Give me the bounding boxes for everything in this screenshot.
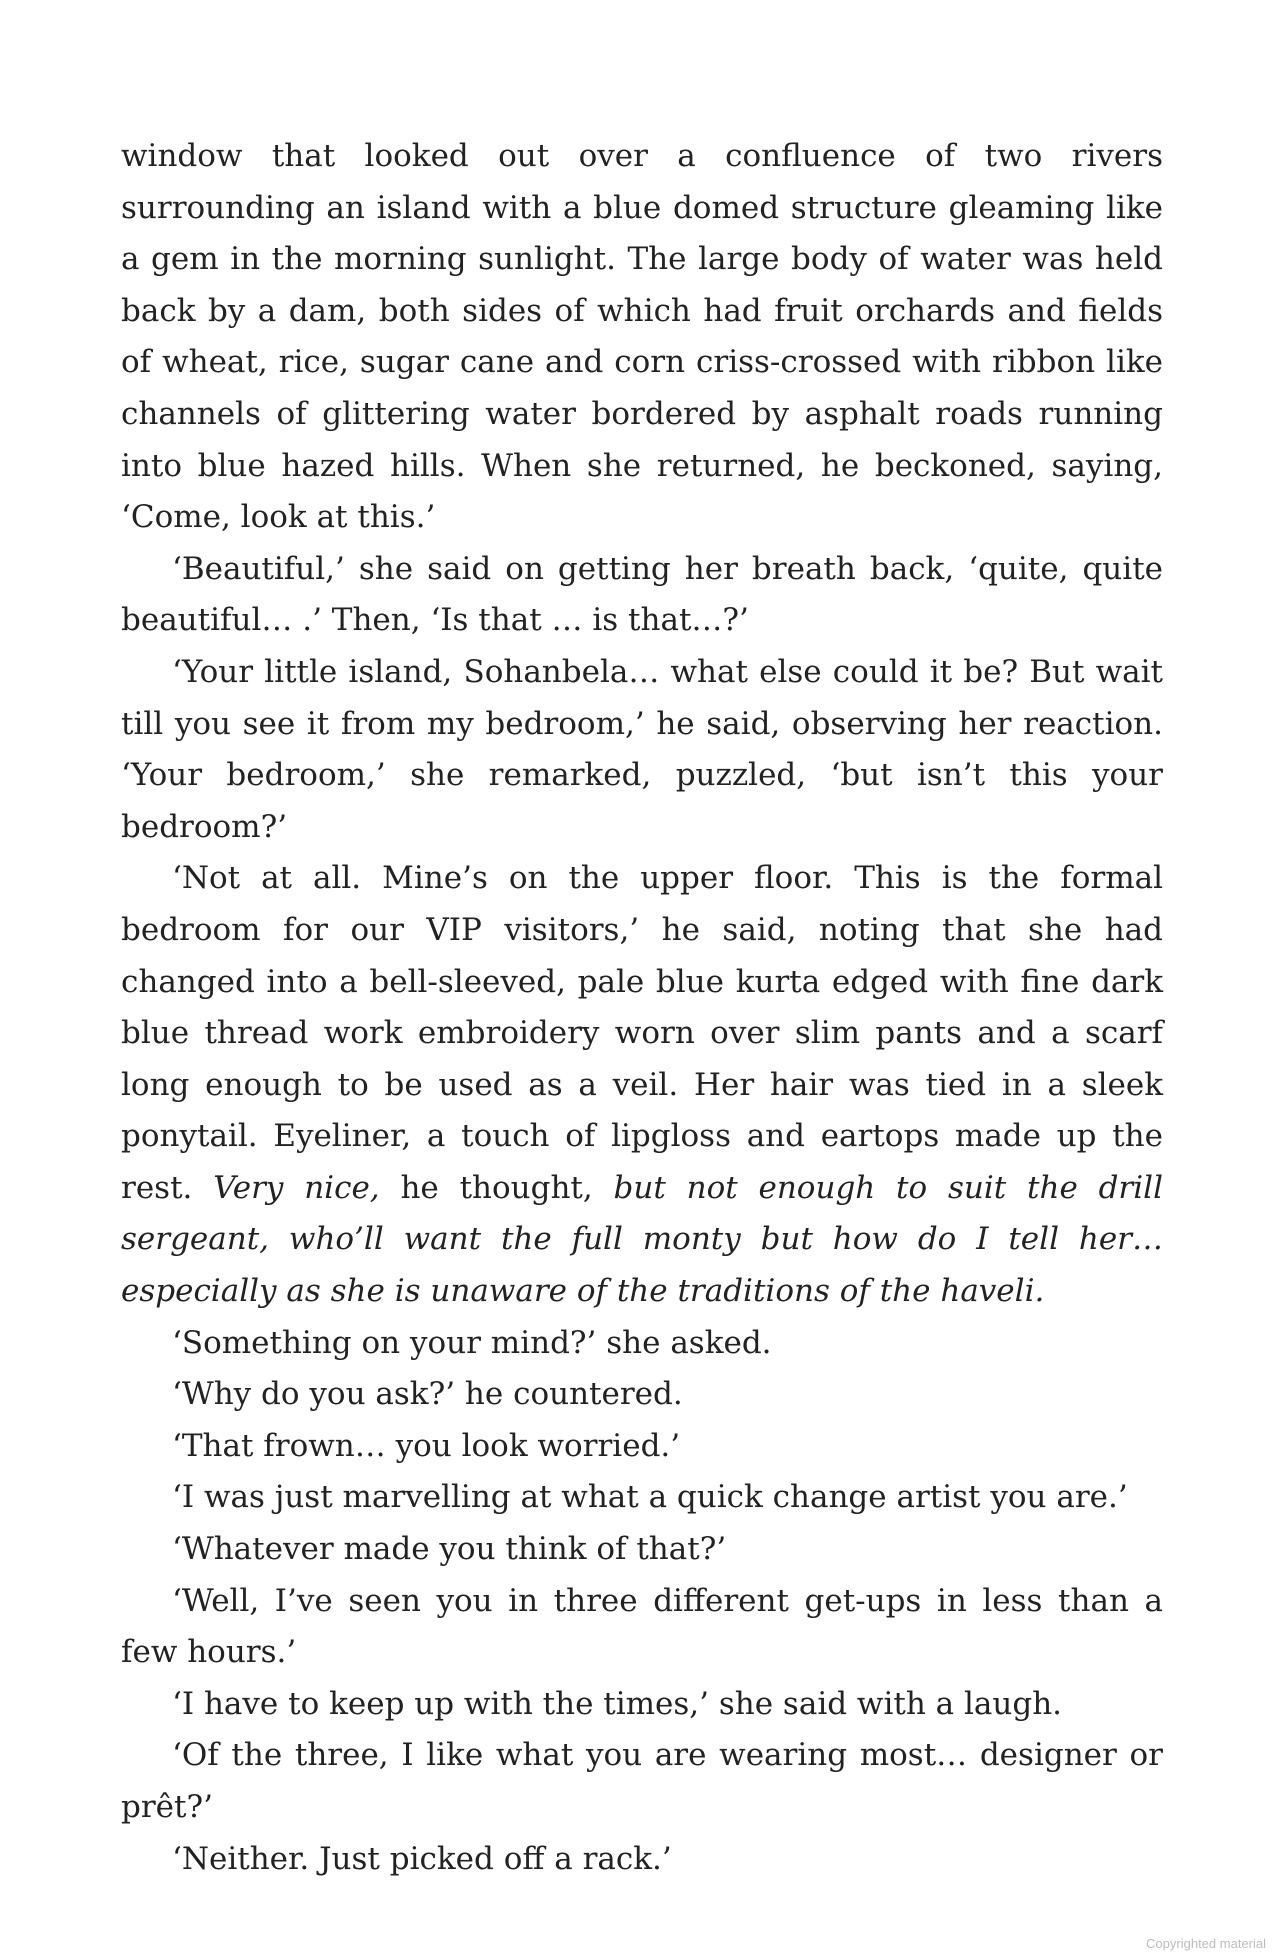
text-run: ‘Not at all. Mine’s on the upper floor. This is the formal bedroom for our VIP visitors,’ he said, noting that she had changed into a bell-sleeved, pale blue kurta edged with fine dark blue thread work embroidery worn over slim pants and a scarf long enough to be used as a veil. Her hair was tied in a sleek ponytail. Eyeliner, a touch of lipgloss and eartops made up the rest. bbox=[121, 860, 1163, 1206]
paragraph bbox=[121, 853, 1163, 1317]
paragraph bbox=[121, 1318, 1163, 1370]
text-run: ‘Your little island, Sohanbela… what else could it be? But wait till you see it from my bedroom,’ he said, observing her reaction. ‘Your bedroom,’ she remarked, puzzled, ‘but isn’t this your bedroom?’ bbox=[121, 653, 1163, 845]
page-body bbox=[121, 131, 1163, 1885]
italic-text: Very nice, bbox=[213, 1169, 380, 1206]
text-run: ‘Whatever made you think of that?’ bbox=[172, 1531, 727, 1568]
text-run: ‘Something on your mind?’ she asked. bbox=[172, 1324, 772, 1361]
paragraph bbox=[121, 647, 1163, 853]
paragraph bbox=[121, 1421, 1163, 1473]
text-run: ‘I have to keep up with the times,’ she said with a laugh. bbox=[172, 1685, 1063, 1722]
text-run: ‘I was just marvelling at what a quick change artist you are.’ bbox=[172, 1479, 1128, 1516]
paragraph bbox=[121, 1524, 1163, 1576]
paragraph bbox=[121, 1730, 1163, 1833]
text-column bbox=[121, 131, 1163, 1885]
text-run: ‘Neither. Just picked off a rack.’ bbox=[172, 1840, 672, 1877]
copyright-watermark: Copyrighted material bbox=[1146, 1936, 1266, 1951]
paragraph bbox=[121, 544, 1163, 647]
text-run: ‘Beautiful,’ she said on getting her breath back, ‘quite, quite beautiful… .’ Then, ‘Is that … is that…?’ bbox=[121, 550, 1163, 639]
text-run: he thought, bbox=[379, 1169, 614, 1206]
text-run: ‘Well, I’ve seen you in three different get-ups in less than a few hours.’ bbox=[121, 1582, 1163, 1671]
italic-text: but not enough to suit the drill sergeant, who’ll want the full monty but how do I tell her… especially as she is unaware of the traditions of the haveli. bbox=[121, 1169, 1163, 1310]
paragraph bbox=[121, 1369, 1163, 1421]
paragraph bbox=[121, 1834, 1163, 1886]
text-run: ‘Why do you ask?’ he countered. bbox=[172, 1376, 683, 1413]
text-run: ‘Of the three, I like what you are wearing most… designer or prêt?’ bbox=[121, 1737, 1163, 1825]
paragraph bbox=[121, 1472, 1163, 1524]
text-run: ‘That frown… you look worried.’ bbox=[172, 1427, 681, 1464]
text-run: window that looked out over a confluence of two rivers surrounding an island with a blue domed structure gleaming like a gem in the morning sunlight. The large body of water was held back by a dam, both sides of which had fruit orchards and fields of wheat, rice, sugar cane and corn criss-crossed with ribbon like channels of glittering water bordered by asphalt roads running into blue hazed hills. When she returned, he beckoned, saying, ‘Come, look at this.’ bbox=[121, 138, 1163, 536]
paragraph bbox=[121, 1576, 1163, 1679]
paragraph bbox=[121, 131, 1163, 544]
paragraph bbox=[121, 1679, 1163, 1731]
